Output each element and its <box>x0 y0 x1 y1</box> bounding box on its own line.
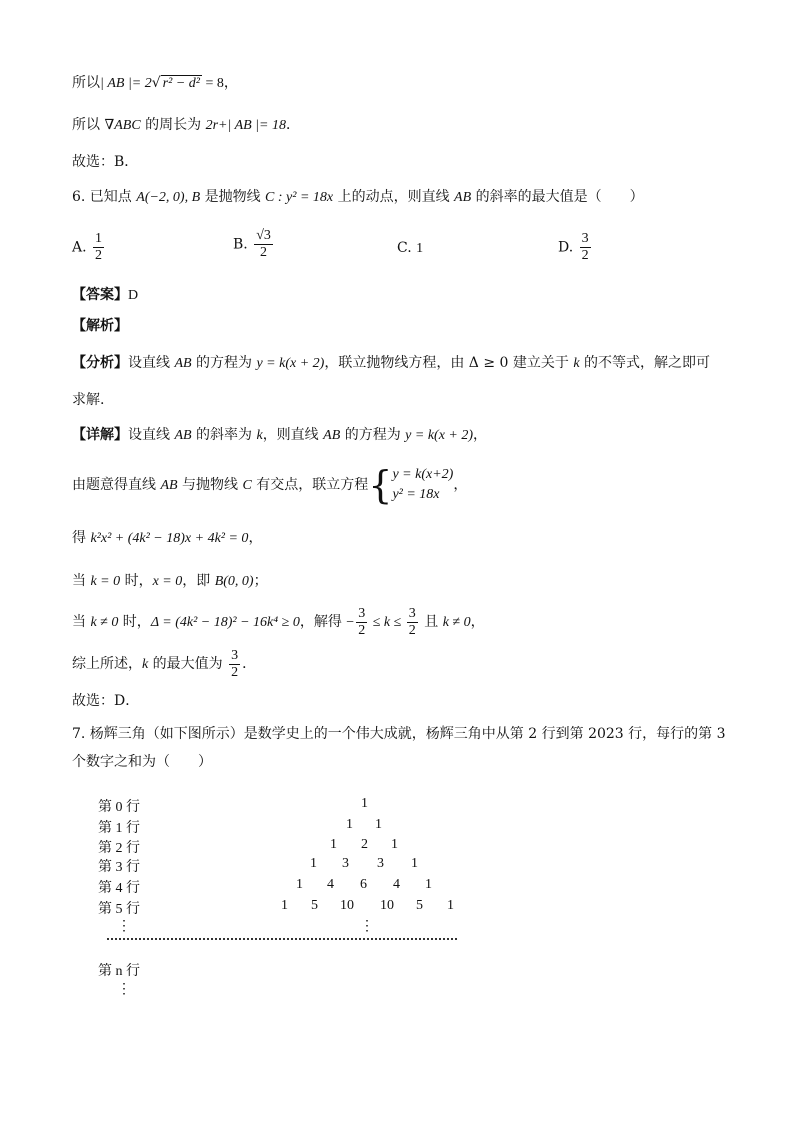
denominator: 2 <box>260 245 268 260</box>
numerator: 3 <box>231 647 239 663</box>
row-label: 第 0 行 <box>98 800 140 815</box>
text: ，联立抛物线方程，由 Δ ≥ 0 建立关于 <box>324 355 574 371</box>
dotted-separator <box>107 938 457 940</box>
math: k <box>573 356 580 371</box>
triangle-number: 6 <box>360 877 367 892</box>
triangle-number: 2 <box>361 837 368 852</box>
math: y = k(x + 2) <box>256 356 325 371</box>
text: ， <box>223 75 238 91</box>
math: k ≠ 0 <box>442 615 471 630</box>
numerator: 3 <box>408 605 416 621</box>
text: 所以 <box>72 75 100 91</box>
text: 与抛物线 <box>177 477 243 493</box>
triangle-number: 1 <box>447 898 454 913</box>
math: B(0, 0) <box>214 574 254 589</box>
question-7-stem-1: 7. 杨辉三角（如下图所示）是数学史上的一个伟大成就，杨辉三角中从第 2 行到第 2023 行，每行的第 3 <box>72 726 726 742</box>
triangle-number: 10 <box>380 898 394 913</box>
vertical-ellipsis: ⋮ <box>117 982 131 997</box>
question-7-stem-2: 个数字之和为（ ） <box>72 754 212 770</box>
option-label: A. <box>72 239 87 256</box>
line-ab-length: 所以| AB |= 2√ r² − d² = 8， <box>72 75 238 91</box>
text: 所以 <box>72 117 105 133</box>
numerator: 1 <box>95 231 103 246</box>
answer-value: D <box>128 288 139 303</box>
text: ，则直线 <box>262 427 324 443</box>
triangle-number: 4 <box>393 877 400 892</box>
math: AB <box>160 478 178 493</box>
triangle-number: 3 <box>342 856 349 871</box>
math: ≤ k ≤ <box>369 615 405 630</box>
text: ． <box>242 656 257 672</box>
text: ， <box>248 530 263 546</box>
option-label: C. <box>397 240 412 256</box>
math: x = 0 <box>152 574 183 589</box>
triangle-number: 1 <box>296 877 303 892</box>
text: 由题意得直线 <box>72 477 161 493</box>
math: Δ = (4k² − 18)² − 16k⁴ ≥ 0 <box>150 615 300 630</box>
math: k²x² + (4k² − 18)x + 4k² = 0 <box>90 531 249 546</box>
math: ∇ABC <box>104 118 141 133</box>
row-label: 第 3 行 <box>98 860 140 875</box>
denominator: 2 <box>581 248 589 263</box>
math: 2r+| AB |= 18 <box>205 118 286 133</box>
analysis-tag: 【解析】 <box>72 318 128 334</box>
option-value: 1 <box>416 241 424 256</box>
text: ，解得 <box>299 614 347 630</box>
triangle-number: 1 <box>391 837 398 852</box>
equation-system: { y = k(x+2) y² = 18x <box>368 463 454 507</box>
text: 的斜率的最大值是（ ） <box>471 189 644 205</box>
denominator: 2 <box>408 622 416 638</box>
text: 设直线 <box>128 355 175 371</box>
text: 得 <box>72 530 91 546</box>
text: 6. 已知点 <box>72 189 137 205</box>
row-label: 第 4 行 <box>98 881 140 896</box>
row-label: 第 5 行 <box>98 902 140 917</box>
text: ， <box>453 477 468 493</box>
math: AB <box>323 428 341 443</box>
math: A(−2, 0), B <box>136 190 201 205</box>
math: k = 0 <box>90 574 121 589</box>
triangle-number: 1 <box>375 817 382 832</box>
text: 的斜率为 <box>191 427 257 443</box>
choose-d-line: 故选：D． <box>72 693 140 709</box>
vertical-ellipsis: ⋮ <box>117 919 131 934</box>
triangle-number: 5 <box>416 898 423 913</box>
vertical-ellipsis: ⋮ <box>360 919 374 934</box>
row-label: 第 2 行 <box>98 841 140 856</box>
math: C : y² = 18x <box>265 190 334 205</box>
text: 是抛物线 <box>200 189 266 205</box>
text: 的方程为 <box>340 427 406 443</box>
triangle-number: 1 <box>330 837 337 852</box>
math: y = k(x + 2) <box>405 428 474 443</box>
triangle-number: 1 <box>425 877 432 892</box>
text: 时， <box>120 573 153 589</box>
math: AB <box>174 428 192 443</box>
text: 设直线 <box>128 427 175 443</box>
text: ， <box>470 614 485 630</box>
option-label: D. <box>558 239 574 256</box>
row-label: 第 1 行 <box>98 821 140 836</box>
text: 时， <box>118 614 151 630</box>
fenxi-tag: 【分析】 <box>72 355 128 371</box>
numerator: 3 <box>581 231 589 246</box>
triangle-number: 1 <box>346 817 353 832</box>
denominator: 2 <box>231 664 239 680</box>
math: AB <box>174 356 192 371</box>
triangle-number: 1 <box>310 856 317 871</box>
text: ， <box>473 427 488 443</box>
line-choose-b: 故选：B． <box>72 154 139 170</box>
text: 当 <box>72 614 91 630</box>
triangle-number: 3 <box>377 856 384 871</box>
option-label: B. <box>233 236 248 253</box>
math: = 8 <box>201 76 224 91</box>
minus-sign: − <box>346 615 355 630</box>
triangle-number: 1 <box>281 898 288 913</box>
text: 的不等式，解之即可 <box>579 355 711 371</box>
triangle-number: 10 <box>340 898 354 913</box>
triangle-number: 1 <box>411 856 418 871</box>
math: k ≠ 0 <box>90 615 119 630</box>
text: ． <box>285 117 300 133</box>
math: | AB |= 2 <box>100 76 152 91</box>
text: 的周长为 <box>140 117 206 133</box>
text: 且 <box>419 614 443 630</box>
math: C <box>242 478 252 493</box>
math: k <box>142 657 149 672</box>
text: 的方程为 <box>191 355 257 371</box>
math-radicand: r² − d² <box>162 76 200 91</box>
equation: y² = 18x <box>392 487 440 502</box>
equation: y = k(x+2) <box>392 467 454 482</box>
denominator: 2 <box>95 248 103 263</box>
text: ，即 <box>182 573 215 589</box>
triangle-number: 5 <box>311 898 318 913</box>
numerator: 3 <box>358 605 366 621</box>
row-n-label: 第 n 行 <box>98 964 140 979</box>
text: 有交点，联立方程 <box>251 477 369 493</box>
triangle-number: 4 <box>327 877 334 892</box>
text: 上的动点，则直线 <box>333 189 455 205</box>
denominator: 2 <box>358 622 366 638</box>
numerator: √3 <box>256 228 271 243</box>
text: 综上所述， <box>72 656 142 672</box>
triangle-number: 1 <box>361 796 368 811</box>
math: k <box>256 428 263 443</box>
text: ； <box>253 573 268 589</box>
text: 当 <box>72 573 91 589</box>
math: AB <box>454 190 472 205</box>
text: 的最大值为 <box>148 656 228 672</box>
answer-tag: 【答案】 <box>72 287 128 303</box>
xiangjie-tag: 【详解】 <box>72 427 128 443</box>
fenxi-line-2: 求解. <box>72 392 105 408</box>
